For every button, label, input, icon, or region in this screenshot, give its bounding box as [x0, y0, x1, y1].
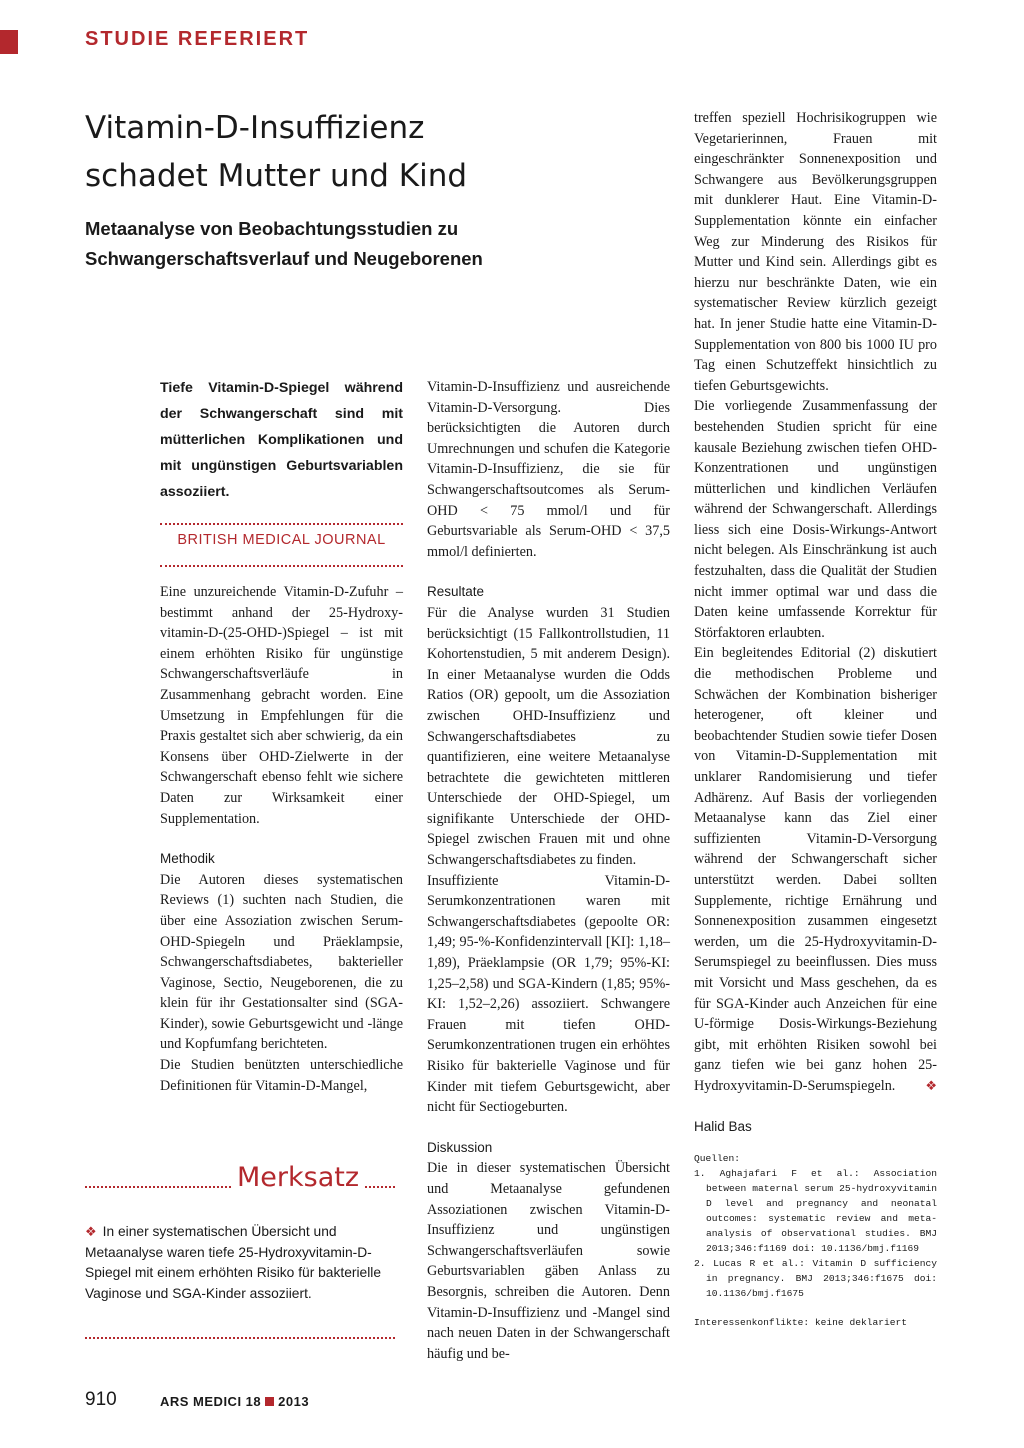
merksatz-box — [85, 1222, 395, 1304]
references-heading: Quellen: — [694, 1153, 741, 1165]
section-color-block — [0, 30, 18, 54]
column-1 — [160, 582, 403, 1096]
column-3-paragraph-3 — [694, 643, 937, 1096]
section-label: STUDIE REFERIERT — [85, 28, 310, 50]
merksatz-text: In einer systematischen Übersicht und Metaanalyse waren tiefe 25-Hydroxyvitamin-D-Spiegel mit einem erhöhten Risiko für bakterielle Vaginose und SGA-Kinder assoziiert. — [85, 1224, 382, 1301]
references — [694, 1151, 937, 1330]
footer-square-icon — [265, 1397, 274, 1406]
issue-year: 2013 — [278, 1394, 310, 1409]
magazine-name: ARS MEDICI 18 — [160, 1394, 262, 1409]
title-line-1: Vitamin-D-Insuffizienz — [85, 110, 425, 146]
column-3 — [694, 108, 937, 1330]
lead-text: Tiefe Vitamin-D-Spiegel während der Schwangerschaft sind mit mütterlichen Komplikationen und mit ungünstigen Geburtsvariablen assoziiert. — [160, 380, 403, 500]
column-3-paragraph-2: Die vorliegende Zusammenfassung der bestehenden Studien spricht für eine kausale Beziehung zwischen tiefen OHD-Konzentrationen und ungünstigen mütterlichen und kindlichen Verläufen während der Schwangerschaft. Allerdings liess sich eine Dosis-Wirkungs-Antwort nicht belegen. Als Einschränkung ist auch festzuhalten, dass die Qualität der Studien nicht immer optimal war und dass die Daten keine umfassende Korrektur für Störfaktoren erlaubten. — [694, 398, 937, 641]
reference-2: 2. Lucas R et al.: Vitamin D sufficiency in pregnancy. BMJ 2013;346:f1675 doi: 10.1136/bmj.f1675 — [694, 1258, 937, 1300]
heading-methodik: Methodik — [160, 851, 215, 867]
column-3-paragraph-3-text: Ein begleitendes Editorial (2) diskutiert die methodischen Probleme und Schwächen der Kombination bisheriger heterogener, oft kleiner und beobachtender Studien sowie tiefer Dosen von Vitamin-D-Supplementation mit unklarer Randomisierung und tiefer Adhärenz. Auf Basis der vorliegenden Metaanalyse kann das Ziel einer suffizienten Vitamin-D-Versorgung während der Schwangerschaft sicher unterstützt werden. Dabei sollten Supplemente, richtige Ernährung und Sonnenexposition zusammen eingesetzt werden, um die 25-Hydroxyvitamin-D-Serumspiegel zu beeinflussen. Dies muss mit Vorsicht und Mass geschehen, da es für SGA-Kinder auch Anzeichen für eine U-förmige Dosis-Wirkungs-Beziehung gibt, mit erhöhten Risiken sowohl bei ganz tiefen wie bei ganz hohen 25-Hydroxyvitamin-D-Serumspiegeln. — [694, 645, 937, 1094]
title-line-2: schadet Mutter und Kind — [85, 158, 468, 194]
end-mark-icon: ❖ — [925, 1077, 937, 1093]
reference-1: 1. Aghajafari F et al.: Association between maternal serum 25-hydroxyvitamin D level and pregnancy and neonatal outcomes: systematic review and meta-analysis of observational studies. BMJ 2013;346:f1169 doi: 10.1136/bmj.f1169 — [694, 1168, 937, 1255]
merksatz-title: Merksatz — [233, 1158, 363, 1198]
column-2 — [427, 377, 670, 1364]
methodik-paragraph-2: Die Studien benützten unterschiedliche Definitionen für Vitamin-D-Mangel, — [160, 1057, 403, 1094]
heading-resultate: Resultate — [427, 584, 485, 600]
resultate-paragraph-2: Insuffiziente Vitamin-D-Serumkonzentrationen waren mit Schwangerschaftsdiabetes (gepoolte OR: 1,49; 95-%-Konfidenzintervall [KI]: 1,18–1,89), Präeklampsie (OR 1,79; 95%-KI: 1,25–2,58) und SGA-Kindern (1,85; 95%-KI: 1,52–2,26) assoziiert. Schwangere Frauen mit tiefen OHD-Serumkonzentrationen trugen ein erhöhtes Risiko für bakterielle Vaginose und für Kinder mit tiefem Geburtsgewicht, aber nicht für Sectiogeburten. — [427, 872, 670, 1116]
heading-diskussion: Diskussion — [427, 1139, 493, 1155]
dotted-divider — [160, 523, 403, 525]
intro-paragraph: Eine unzureichende Vitamin-D-Zufuhr – bestimmt anhand der 25-Hydroxy-vitamin-D-(25-OHD-)Spiegel – ist mit einem erhöhten Risiko für ungünstige Schwangerschaftsverläufe in Zusammenhang gebracht worden. Eine Umsetzung in Empfehlungen für die Praxis gestaltet sich aber schwierig, da ein Konsens über OHD-Zielwerte in der Schwangerschaft ebenso fehlt wie sichere Daten zur Wirksamkeit einer Supplementation. — [160, 584, 403, 827]
author-name: Halid Bas — [694, 1118, 752, 1134]
magazine-issue — [160, 1394, 309, 1409]
column-3-continuation: treffen speziell Hochrisikogruppen wie Vegetarierinnen, Frauen mit eingeschränkter Sonnenexposition und Schwangere aus Bevölkerungsgruppen mit dunklerer Haut. Eine Vitamin-D-Supplementation könnte ein einfacher Weg zur Minderung des Risikos für Mutter und Kind sein. Allerdings gibt es hierzu nur beschränkte Daten, wie ein systematischer Review kürzlich gezeigt hat. In jener Studie hatte eine Vitamin-D-Supplementation von 800 bis 1000 IU pro Tag einen Schutzeffekt hinsichtlich zu tiefen Geburtsgewichts. — [694, 110, 937, 394]
column-2-continuation: Vitamin-D-Insuffizienz und ausreichende Vitamin-D-Versorgung. Dies berücksichtigten die Autoren durch Umrechnungen und schufen die Kategorie Vitamin-D-Insuffizienz, die sie für Schwangerschaftsoutcomes als Serum-OHD < 75 mmol/l und für Geburtsvariable als Serum-OHD < 37,5 mmol/l definierten. — [427, 379, 670, 560]
dotted-divider — [160, 565, 403, 567]
merksatz-bottom-divider — [85, 1337, 395, 1339]
methodik-paragraph-1: Die Autoren dieses systematischen Reviews (1) suchten nach Studien, die über eine Assoziation zwischen Serum-OHD-Spiegeln und Präeklampsie, Schwangerschaftsdiabetes, bakterieller Vaginose, Sectio, Neugeborenen, die zu klein für ihr Gestationsalter sind (SGA-Kinder), sowie Geburtsgewicht und -länge und Kopfumfang berichteten. — [160, 871, 403, 1053]
diskussion-paragraph-1: Die in dieser systematischen Übersicht und Metaanalyse gefundenen Assoziationen zwischen Vitamin-D-Insuffizienz und ungünstigen Schwangerschaftsverläufen sowie Geburtsvariablen gäben Anlass zu Besorgnis, schreiben die Autoren. Denn Vitamin-D-Insuffizienz und -Mangel sind nach neuen Daten in der Schwangerschaft häufig und be- — [427, 1160, 670, 1362]
conflicts-of-interest: Interessenkonflikte: keine deklariert — [694, 1317, 908, 1329]
page-number: 910 — [85, 1389, 117, 1410]
article-subtitle: Metaanalyse von Beobachtungsstudien zu Schwangerschaftsverlauf und Neugeborenen — [85, 218, 483, 269]
bullet-diamond-icon: ❖ — [85, 1224, 97, 1239]
resultate-paragraph-1: Für die Analyse wurden 31 Studien berücksichtigt (15 Fallkontrollstudien, 11 Kohortenstudien, 5 mit anderem Design). In einer Metaanalyse wurden die Odds Ratios (OR) gepoolt, um die Assoziation zwischen OHD-Insuffizienz und Schwangerschaftsdiabetes zu quantifizieren, eine weitere Metaanalyse betrachtete die gewichteten mittleren Unterschiede der OHD-Spiegel, um signifikante Unterschiede der OHD-Spiegel zwischen Frauen mit und ohne Schwangerschaftsdiabetes zu finden. — [427, 604, 670, 869]
article-title — [85, 104, 645, 200]
source-journal: BRITISH MEDICAL JOURNAL — [177, 532, 386, 548]
